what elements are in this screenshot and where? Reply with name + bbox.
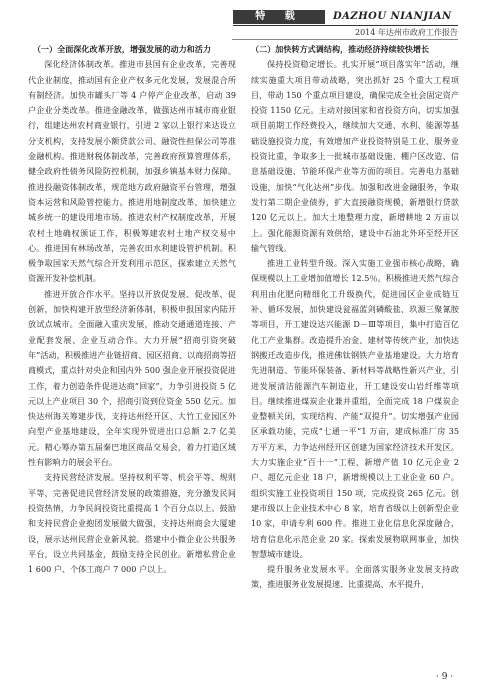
body-paragraph: 推进工业转型升级。深入实施工业强市核心战略，确保规模以上工业增加值增长 12.5％。积极推进天然气综合利用由化肥向精细化工升级换代，促进园区企业成链互补、循环发展，加快建设瓮福蓝剑磷酸盐、玖源三聚氰胺等项目，开工建设达兴能源 D－Ⅲ等项目，集中打造百亿化工产业集群。改造提升冶金、建材等传统产业，加快达钢搬迁改造步伐，推进佛钛钢铁产业基地建设。大力培育先进制造、节能环保装备、新材料等战略性新兴产业，引进发展清洁能源汽车制造业，开工建设安山岩纤维等项目。继续推进煤炭企业兼并重组，全面完成 18 户煤炭企业整顿关闭，实现结构、产能“双提升”。切实增强产业园区承载功能，完成“七通一平”1 万亩，建成标准厂房 35 万平方米，力争达州经开区创建为国家经济技术开发区。大力实施企业“百十一”工程，新增产值 10 亿元企业 2 户、超亿元企业 18 户，新增规模以上工业企业 60 户。组织实施工业投资项目 150 项，完成投资 265 亿元。创建市级以上企业技术中心 8 家，培育省级以上创新型企业 10 家，申请专利 600 件。推进工业化信息化深度融合，培育信息化示范企业 20 家。探索发展物联网事业，加快智慧城市建设。 — [251, 259, 459, 559]
journal-title: DAZHOU NIANJIAN — [333, 11, 452, 22]
page-number: · 9 · — [436, 672, 454, 682]
section-heading: （二）加快转方式调结构，推动经济持续较快增长 — [251, 44, 430, 54]
page-header — [0, 4, 491, 38]
header-underline — [232, 39, 458, 40]
body-paragraph: 支持民营经济发展。坚持权利平等、机会平等、规则平等，完善促进民营经济发展的政策措施，充分激发民间投资热情，力争民间投资比重提高 1 个百分点以上。鼓励和支持民营企业抱团发展做大做强，支持达州商会大厦建设，展示达州民营企业新风貌。搭建中小微企业公共服务平台，设立共同基金，鼓励支持全民创业。新增私营企业 1 600 户、个体工商户 7 000 户以上。 — [28, 473, 236, 575]
section-heading: （一）全面深化改革开放，增强发展的动力和活力 — [32, 44, 211, 54]
left-column — [28, 42, 236, 577]
body-paragraph: 深化经济体制改革。推进市县国有企业改革，完善现代企业制度，推动国有企业产权多元化发展，发展混合所有制经济。加快市罐头厂等 4 户停产企业改革，启动 39 户企业分类改革。推进金融改革，做强达州市城市商业银行，组建达州农村商业银行，引进 2 家以上银行来达设立分支机构，支持发展小额贷款公司、融资性担保公司等准金融机构。推进财税体制改革，完善政府预算管理体系，健全政府性债务风险防控机制，加强乡镇基本财力保障。推进投融资体制改革，规范地方政府融资平台管理，增强资本运营和风险管控能力。推进用地制度改革，加快建立城乡统一的建设用地市场。推进农村产权制度改革，开展农村土地确权颁证工作，积极筹建农村土地产权交易中心。推进国有林场改革，完善农田水利建设管护机制。积极争取国家天然气综合开发利用示范区，探索建立天然气资源开发补偿机制。 — [28, 60, 236, 284]
body-paragraph: 提升服务业发展水平。全面落实服务业发展支持政策，推进服务业发展提速、比重提高、水平提升， — [251, 565, 459, 590]
body-paragraph: 推进开放合作水平。坚持以开放促发展、促改革、促创新，加快构建开放型经济新体制，积极申报国家内陆开放试点城市。全面融入重庆发展，推动交通通道连接、产业配套发展、企业互动合作。大力开展“招商引资突破年”活动，积极推进产业链招商、园区招商、以商招商等招商模式，重点针对央企和国内外 500 强企业开展投资促进工作，着力创造条件促进达商“回家”，力争引进投资 5 亿元以上产业项目 30 个，招商引资到位资金 550 亿元。加快达州海关筹建步伐，支持达州经开区、大竹工业园区外向型产业基地建设，全年实现外贸进出口总额 2.7 亿美元。精心筹办第五届秦巴地区商品交易会，着力打造区域性有影响力的展会平台。 — [28, 289, 236, 468]
right-column — [251, 42, 459, 593]
body-paragraph: 保持投资稳定增长。扎实开展“项目落实年”活动，继续实施重大项目带动战略，突出抓好 25 个重大工程项目，带动 150 个重点项目建设，确保完成全社会固定资产投资 1150 亿元。主动对接国家和省投资方向，切实加强项目前期工作经费投入，继续加大交通、水利、能源等基础设施投资力度，有效增加产业投资特别是工业、服务业投资比重，争取多上一批城市基础设施、棚户区改造、信息基础设施、节能环保产业等方面的项目。完善电力基础设施，加快“气化达州”步伐。加强和改进金融服务，争取发行第二期企业债券，扩大直接融资规模，新增银行贷款 120 亿元以上。加大土地整理力度，新增耕地 2 万亩以上。强化能源资源有效供给，建设中石油北外环至经开区输气管线。 — [251, 60, 459, 253]
report-subtitle: 2014 年达州市政府工作报告 — [355, 28, 458, 37]
section-tag: 特 载 — [233, 10, 325, 24]
header-rule — [233, 25, 458, 26]
